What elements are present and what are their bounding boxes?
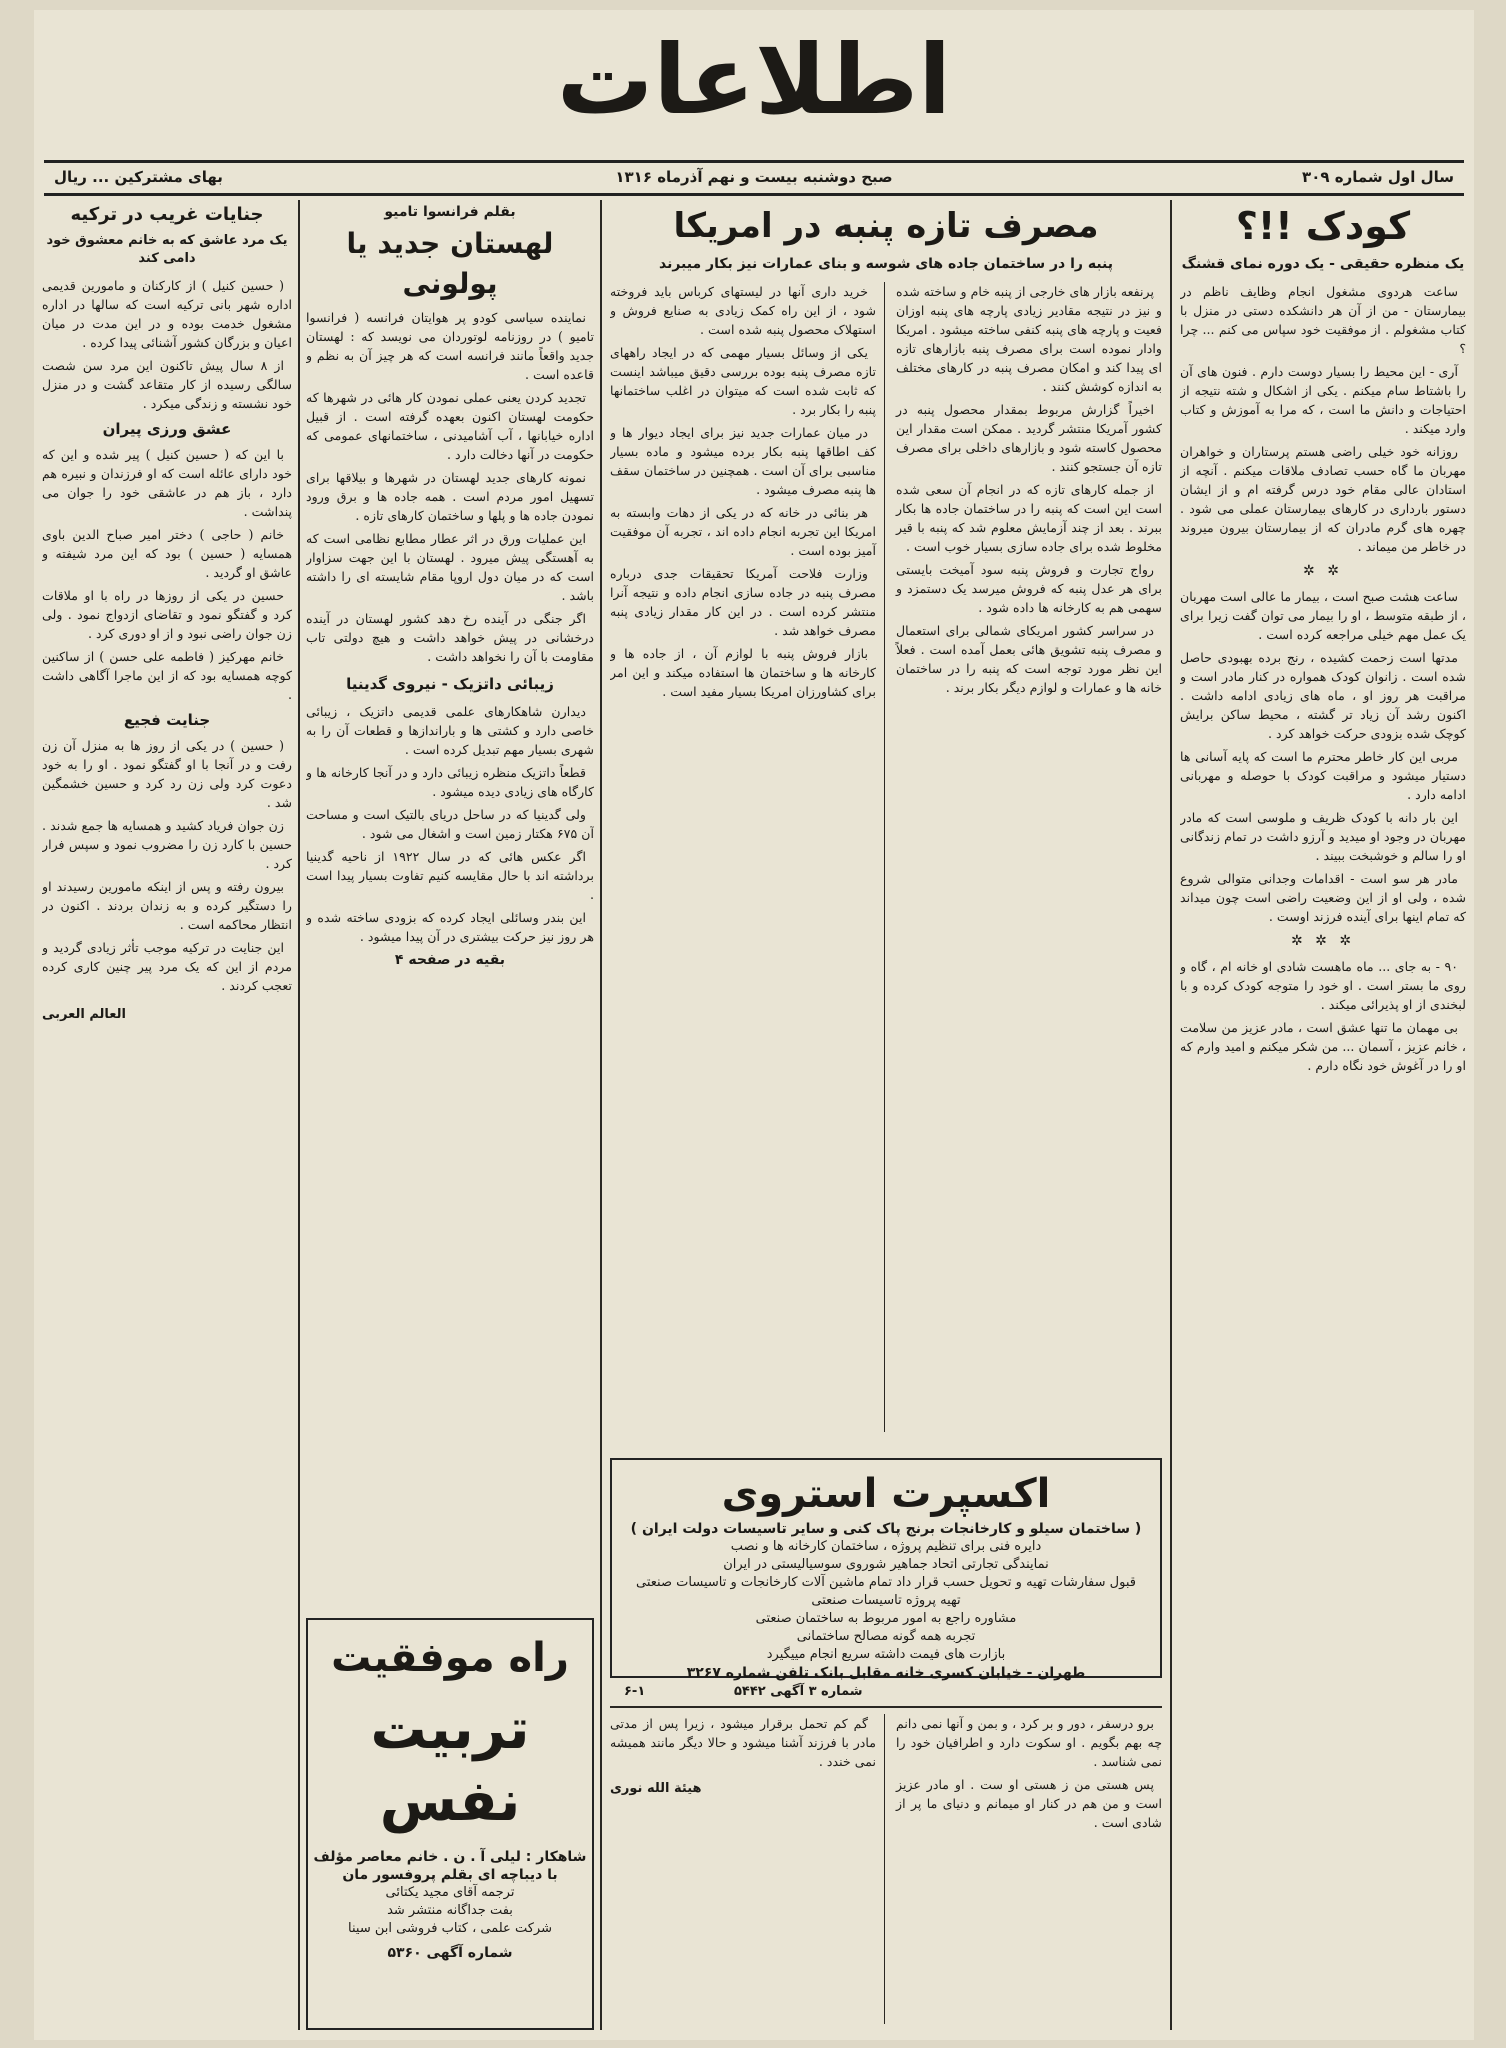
paragraph: وزارت فلاحت آمریکا تحقیقات جدی درباره مصرف پنبه در جاده سازی انجام داده و نتیجه آنرا منتشر کرده است . در این کار مقدار زیادی پنبه مصرف خواهد شد . (610, 566, 876, 638)
ad-line: شرکت علمی ، کتاب فروشی ابن سینا (348, 1921, 552, 1936)
continued-note: بقیه در صفحه ۴ (394, 952, 506, 968)
paragraph: هر بنائی در خانه که در یکی از دهات وابسته به امریکا این تجربه انجام داده اند ، تجربه آن موفقیت آمیز بوده است . (610, 505, 876, 558)
paragraph: خانم مهرکیز ( فاطمه علی حسن ) از ساکنین کوچه همسایه بود که از این ماجرا آگاهی داشت . (42, 649, 292, 702)
paragraph: از جمله کارهای تازه که در انجام آن سعی شده است این است که پنبه را در ساختمان جاده ها بکار ببرند . بعد از چند آزمایش معلوم شد که پنبه با قیر مخلوط شده برای جاده سازی بسیار خوب است . (896, 482, 1162, 554)
article-title: مصرف تازه پنبه در امریکا (673, 206, 1099, 246)
ad-line: ترجمه آقای مجید یکتائی (385, 1885, 515, 1900)
article-body (42, 276, 292, 1024)
paragraph: روزانه خود خیلی راضی هستم پرستاران و خواهران مهربان ما گاه حسب تصادف ملاقات میکنم . آنچه از استادان عالی مقام خود درس گرفته ام و از ایشان دستور بارداری در کارهای بیمارستان عملی می شود . چهره های گرم مادران که از بیمارستان بیرون میروند در خاطر من میماند . (1180, 444, 1466, 554)
ad-line: تهیه پروژه تاسیسات صنعتی (811, 1593, 961, 1608)
paragraph: این بار دانه با کودک ظریف و ملوسی است که مادر مهربان در وجود او میدید و آرزو داشت در تمام زندگانی او را سالم و خوشبخت ببیند . (1180, 810, 1466, 863)
article-signature: العالم العربی (42, 1007, 126, 1022)
ad-line: بفت جداگانه منتشر شد (387, 1903, 513, 1918)
paragraph: ۹۰ - به جای ... ماه ماهست شادی او خانه ام ، گاه و روی ما بستر است . او خود را متوجه کودک کرده و با لبخندی از او پذیرائی میکند . (1180, 959, 1466, 1012)
paragraph: ساعت هشت صبح است ، بیمار ما عالی است مهربان ، از طبقه متوسط ، او را بیمار می توان گفت زیرا برای یک عمل مهم خیلی مراجعه کرده است . (1180, 589, 1466, 642)
article-body-right (896, 282, 1162, 701)
divider (610, 1706, 1162, 1708)
paragraph: خرید داری آنها در لیستهای کرباس باید فروخته شود ، از این راه کمک زیادی به صنایع فروش و استهلاک محصول پنبه شده است . (610, 284, 876, 337)
paragraph: مربی این کار خاطر محترم ما است که پایه آسانی ها دستیار میشود و مراقبت کودک با حوصله و مهربانی ادامه دارد . (1180, 749, 1466, 802)
paragraph: اگر جنگی در آینده رخ دهد کشور لهستان در آینده درخشانی در پیش خواهد داشت و هیچ دولتی تاب مقاومت با آن را نخواهد داشت . (306, 611, 594, 664)
ad-line: قبول سفارشات تهیه و تحویل حسب قرار داد تمام ماشین آلات کارخانجات و تاسیسات صنعتی (636, 1575, 1136, 1590)
article-byline: بقلم فرانسوا تامیو (384, 204, 516, 220)
section-heading: جنایت فجیع (123, 711, 211, 729)
paragraph: گم کم تحمل برقرار میشود ، زیرا پس از مدتی مادر با فرزند آشنا میشود و حالا دیگر مانند همیشه نمی خندد . (610, 1716, 876, 1769)
paragraph: دیدارن شاهکارهای علمی قدیمی داتزیک ، زیبائی خاصی دارد و کشتی ها و باراندازها و قطعات آن را به شهری بسیار مهم تبدیل کرده است . (306, 704, 594, 757)
newspaper-page (34, 10, 1474, 2040)
ad-line: با دیباچه ای بقلم پروفسور مان (342, 1867, 558, 1883)
article-title: جنایات غریب در ترکیه (70, 204, 264, 225)
paragraph: ( حسین ) در یکی از روز ها به منزل آن زن رفت و در آنجا با او گفتگو نمود . او را به خود دعوت کرد ولی زن رد کرد و حسین خشمگین شد . (42, 738, 292, 810)
ad-line: مشاوره راجع به امور مربوط به ساختمان صنعتی (755, 1611, 1017, 1626)
ad-line: بازارت های فیمت داشته سریع انجام مییگیرد (766, 1647, 1006, 1662)
issue-number: سال اول شماره ۳۰۹ (1302, 168, 1454, 186)
ad-line: شماره آگهی ۵۳۶۰ (387, 1945, 513, 1961)
ad-code: ۶-۱ (624, 1684, 646, 1699)
article-child (1180, 202, 1466, 2032)
paragraph: این بندر وسائلی ایجاد کرده که بزودی ساخته شده و هر روز نیز حرکت بیشتری در آن پیدا میشود . (306, 910, 594, 944)
paragraph: در سراسر کشور امریکای شمالی برای استعمال و مصرف پنبه تشویق هائی بعمل آمده است . فعلاً این نظر مورد توجه است که پنبه را در ساختمان خانه ها و عمارات و لوازم دیگر بکار برند . (896, 623, 1162, 695)
subscription-note: بهای مشترکین ... ریال (54, 168, 223, 186)
paragraph: تجدید کردن یعنی عملی نمودن کار هائی در شهرها که حکومت لهستان اکنون بعهده گرفته است . از قبیل اداره خیابانها ، آب آشامیدنی ، ساختمانهای عمومی که حکومت در آنها دخالت دارد . (306, 390, 594, 462)
paragraph: بی مهمان ما تنها عشق است ، مادر عزیز من سلامت ، خانم عزیز ، آسمان ... من شکر میکنم و امید وارم که او را در آغوش خود نگاه دارم . (1180, 1020, 1466, 1073)
article-signature: هیئة الله نوری (610, 1781, 702, 1796)
ad-title: تربیت نفس (370, 1697, 530, 1834)
article-subtitle: پنبه را در ساختمان جاده های شوسه و بنای عمارات نیز بکار میبرند (658, 256, 1114, 272)
article-title: لهستان جدید یا پولونی (346, 227, 554, 300)
article-body (1180, 282, 1466, 1075)
column-rule (298, 200, 300, 2030)
ad-line: تجربه همه گونه مصالح ساختمانی (796, 1629, 976, 1644)
paragraph: مادر هر سو است - اقدامات وجدانی متوالی شروع شده ، ولی او از این وضعیت راضی است چون میداند که تمام اینها برای آینده فرزند اوست . (1180, 871, 1466, 924)
ad-title: راه موفقیت (331, 1635, 569, 1681)
paragraph: بیرون رفته و پس از اینکه مامورین رسیدند او را دستگیر کرده و به زندان بردند . اکنون در انتظار محاکمه است . (42, 879, 292, 932)
paragraph: قطعاً داتزیک منظره زیبائی دارد و در آنجا کارخانه ها و کارگاه های زیادی دیده میشود . (306, 765, 594, 799)
paragraph: یکی از وسائل بسیار مهمی که در ایجاد راههای تازه مصرف پنبه بوده بررسی دقیق میباشد اینست که ثابت شده است که میتوان در اغلب ساختمانها پنبه را بکار برد . (610, 345, 876, 417)
paragraph: ولی گدینیا که در ساحل دریای بالتیک است و مساحت آن ۶۷۵ هکتار زمین است و اشغال می شود . (306, 807, 594, 841)
ad-address: طهران - خیابان کسری خانه مقابل بانک تلفن شماره ۳۲۶۷ (686, 1665, 1086, 1681)
ad-subtitle: ( ساختمان سیلو و کارخانجات برنج پاک کنی و سایر تاسیسات دولت ایران ) (630, 1521, 1142, 1537)
paragraph: با این که ( حسین کنیل ) پیر شده و این که خود دارای عائله است که او فرزندان و نبیره هم دارد ، باز هم در عاشقی خود را جوان می پنداشت . (42, 447, 292, 519)
paragraph: آری - این محیط را بسیار دوست دارم . فنون های آن را باشتاط سام میکنم . یکی از اشکال و شته نتیجه از احتیاجات و دانش ما است ، که مرا به آموزش و کتاب وارد میکند . (1180, 364, 1466, 436)
paragraph: بازار فروش پنبه با لوازم آن ، از جاده ها و کارخانه ها و ساختمان ها استفاده میکند و این امر برای کشاورزان امریکا بسیار مفید است . (610, 646, 876, 699)
paragraph: نمونه کارهای جدید لهستان در شهرها و بیلاقها برای تسهیل امور مردم است . همه جاده ها و برق ورود نمودن جاده ها و پلها و ساختمان کارهای تازه . (306, 470, 594, 523)
separator-stars: ✲ ✲ (1303, 563, 1343, 579)
advertisement-expert-stroy (610, 1458, 1162, 1681)
article-title: کودک !!؟ (1235, 204, 1411, 248)
paragraph: اگر عکس هائی که در سال ۱۹۲۲ از ناحیه گدینیا برداشته اند با حال مقایسه کنیم تفاوت بسیار پیدا است . (306, 849, 594, 902)
article-subtitle: یک مرد عاشق که به خانم معشوق خود دامی کند (46, 233, 288, 266)
paragraph: زن جوان فریاد کشید و همسایه ها جمع شدند . حسین با کارد زن را مضروب نمود و سپس فرار کرد . (42, 818, 292, 871)
ad-line: نمایندگی تجارتی اتحاد جماهیر شوروی سوسیالیستی در ایران (723, 1557, 1049, 1572)
article-body (306, 308, 594, 970)
article-poland (306, 202, 594, 1612)
paragraph: از ۸ سال پیش تاکنون این مرد سن شصت سالگی رسیده از کار متقاعد گشت و در منزل خود نشسته و زندگی میکرد . (42, 358, 292, 411)
column-rule (600, 200, 602, 2030)
column-rule (1170, 200, 1172, 2030)
paragraph: این جنایت در ترکیه موجب تأثر زیادی گردید و مردم از این که یک مرد پیر چنین کاری کرده تعجب کردند . (42, 940, 292, 993)
paragraph: رواج تجارت و فروش پنبه سود آمیخت بایستی برای هر عدل پنبه که فروش میرسد یک دستمزد و سهمی هم به کارخانه ها داده شود . (896, 562, 1162, 615)
ad-line: شاهکار : لیلی آ . ن . خانم معاصر مؤلف (313, 1849, 587, 1865)
paragraph: این عملیات ورق در اثر عطار مطابع نظامی است که به آهستگی پیش میرود . لهستان با این جهت سزاوار است که در میان دول اروپا مقام شایسته ای را داشته باشد . (306, 531, 594, 603)
section-heading: زیبائی داتزیک - نیروی گدینیا (346, 675, 554, 693)
ad-registration: شماره ۳ آگهی ۵۴۴۲ (734, 1684, 863, 1699)
article-turkey (42, 202, 292, 2032)
paragraph: خانم ( حاجی ) دختر امیر صباح الدین باوی همسایه ( حسین ) بود که این مرد شیفته و عاشق او گردید . (42, 527, 292, 580)
advertisement-book (306, 1618, 594, 2030)
separator-stars: ✲ ✲ ✲ (1290, 933, 1356, 949)
paragraph: پرنفعه بازار های خارجی از پنبه خام و ساخته شده و نیز در نتیجه مقادیر زیادی پارچه های پنبه اوزان فعیت و پارچه های پنبه کنفی ساخته میشود . امریکا وادار نموده است برای مصرف پنبه بازارهای تازه ای پیدا کند و امکان مصرف پنبه در کارهای مختلف به اندازه کوشش کنند . (896, 284, 1162, 394)
section-heading: عشق ورزی پیران (102, 420, 232, 438)
column-rule (884, 1714, 885, 2024)
article-cotton (610, 202, 1162, 1452)
article-body-left (610, 282, 876, 705)
paragraph: ( حسین کنیل ) از کارکنان و مامورین قدیمی اداره شهر بانی ترکیه است که سالها در اداره مشغول خدمت بوده و در این مدت در میان اعیان و بزرگان کشور آشنائی پیدا کرده . (42, 278, 292, 350)
article-body-right (896, 1714, 1162, 1836)
issue-date: صبح دوشنبه بیست و نهم آذرماه ۱۳۱۶ (615, 168, 893, 186)
paragraph: ساعت هردوی مشغول انجام وظایف ناظم در بیمارستان - من از آن هر دانشکده دستی در منزل با کتاب مشغولم . از موفقیت خود سپاس می کنم ... چرا ؟ (1180, 284, 1466, 356)
paragraph: برو درسفر ، دور و بر کرد ، و بمن و آنها نمی دانم چه بهم بگویم . او سکوت دارد و اطرافیان خود را نمی شناسد . (896, 1716, 1162, 1769)
ad-line: دایره فنی برای تنظیم پروژه ، ساختمان کارخانه ها و نصب (730, 1539, 1042, 1554)
column-rule (884, 282, 885, 1432)
paragraph: اخیراً گزارش مربوط بمقدار محصول پنبه در کشور آمریکا منتشر گردید . ممکن است مقدار این محصول کاسته شود و بازارهای داخلی برای مصرف تازه آن جستجو کنند . (896, 402, 1162, 474)
paragraph: پس هستی من ز هستی او ست . او مادر عزیز است و من هم در کنار او میمانم و دنیای ما پر از شادی است . (896, 1777, 1162, 1830)
article-bottom (610, 1714, 1162, 2034)
article-subtitle: یک منظره حقیقی - یک دوره نمای قشنگ (1181, 256, 1465, 272)
ad-title: اکسپرت استروی (721, 1471, 1051, 1517)
paragraph: در میان عمارات جدید نیز برای ایجاد دیوار ها و کف اطاقها پنبه بکار برده میشود و ماده بسیار مناسبی برای آن است . همچنین در ساختمان سقف ها پنبه مصرف میشود . (610, 425, 876, 497)
paragraph: حسین در یکی از روزها در راه با او ملاقات کرد و گفتگو نمود و تقاضای ازدواج نمود . ولی زن جوان راضی نبود و از او دوری کرد . (42, 588, 292, 641)
newspaper-title: اطلاعات (556, 24, 952, 136)
paragraph: نماینده سیاسی کودو پر هوایتان فرانسه ( فرانسوا تامیو ) در روزنامه لوتوردان می نویسد که : لهستان جدید واقعاً مانند فرانسه است که هر چیز آن به نظم و قاعده است . (306, 310, 594, 382)
dateline (44, 160, 1464, 196)
article-body-left (610, 1714, 876, 1802)
masthead (34, 10, 1474, 160)
paragraph: مدتها است زحمت کشیده ، رنج برده بهبودی حاصل شده است . زانوان کودک همواره در کنار مادر است و مراقبت هر روز او ، ماه های زیادی ادامه داشت . اکنون رشد آن زیاد تر گشته ، محیط ساکن برایش کوچک شده بزودی حرکت خواهد کرد . (1180, 650, 1466, 741)
